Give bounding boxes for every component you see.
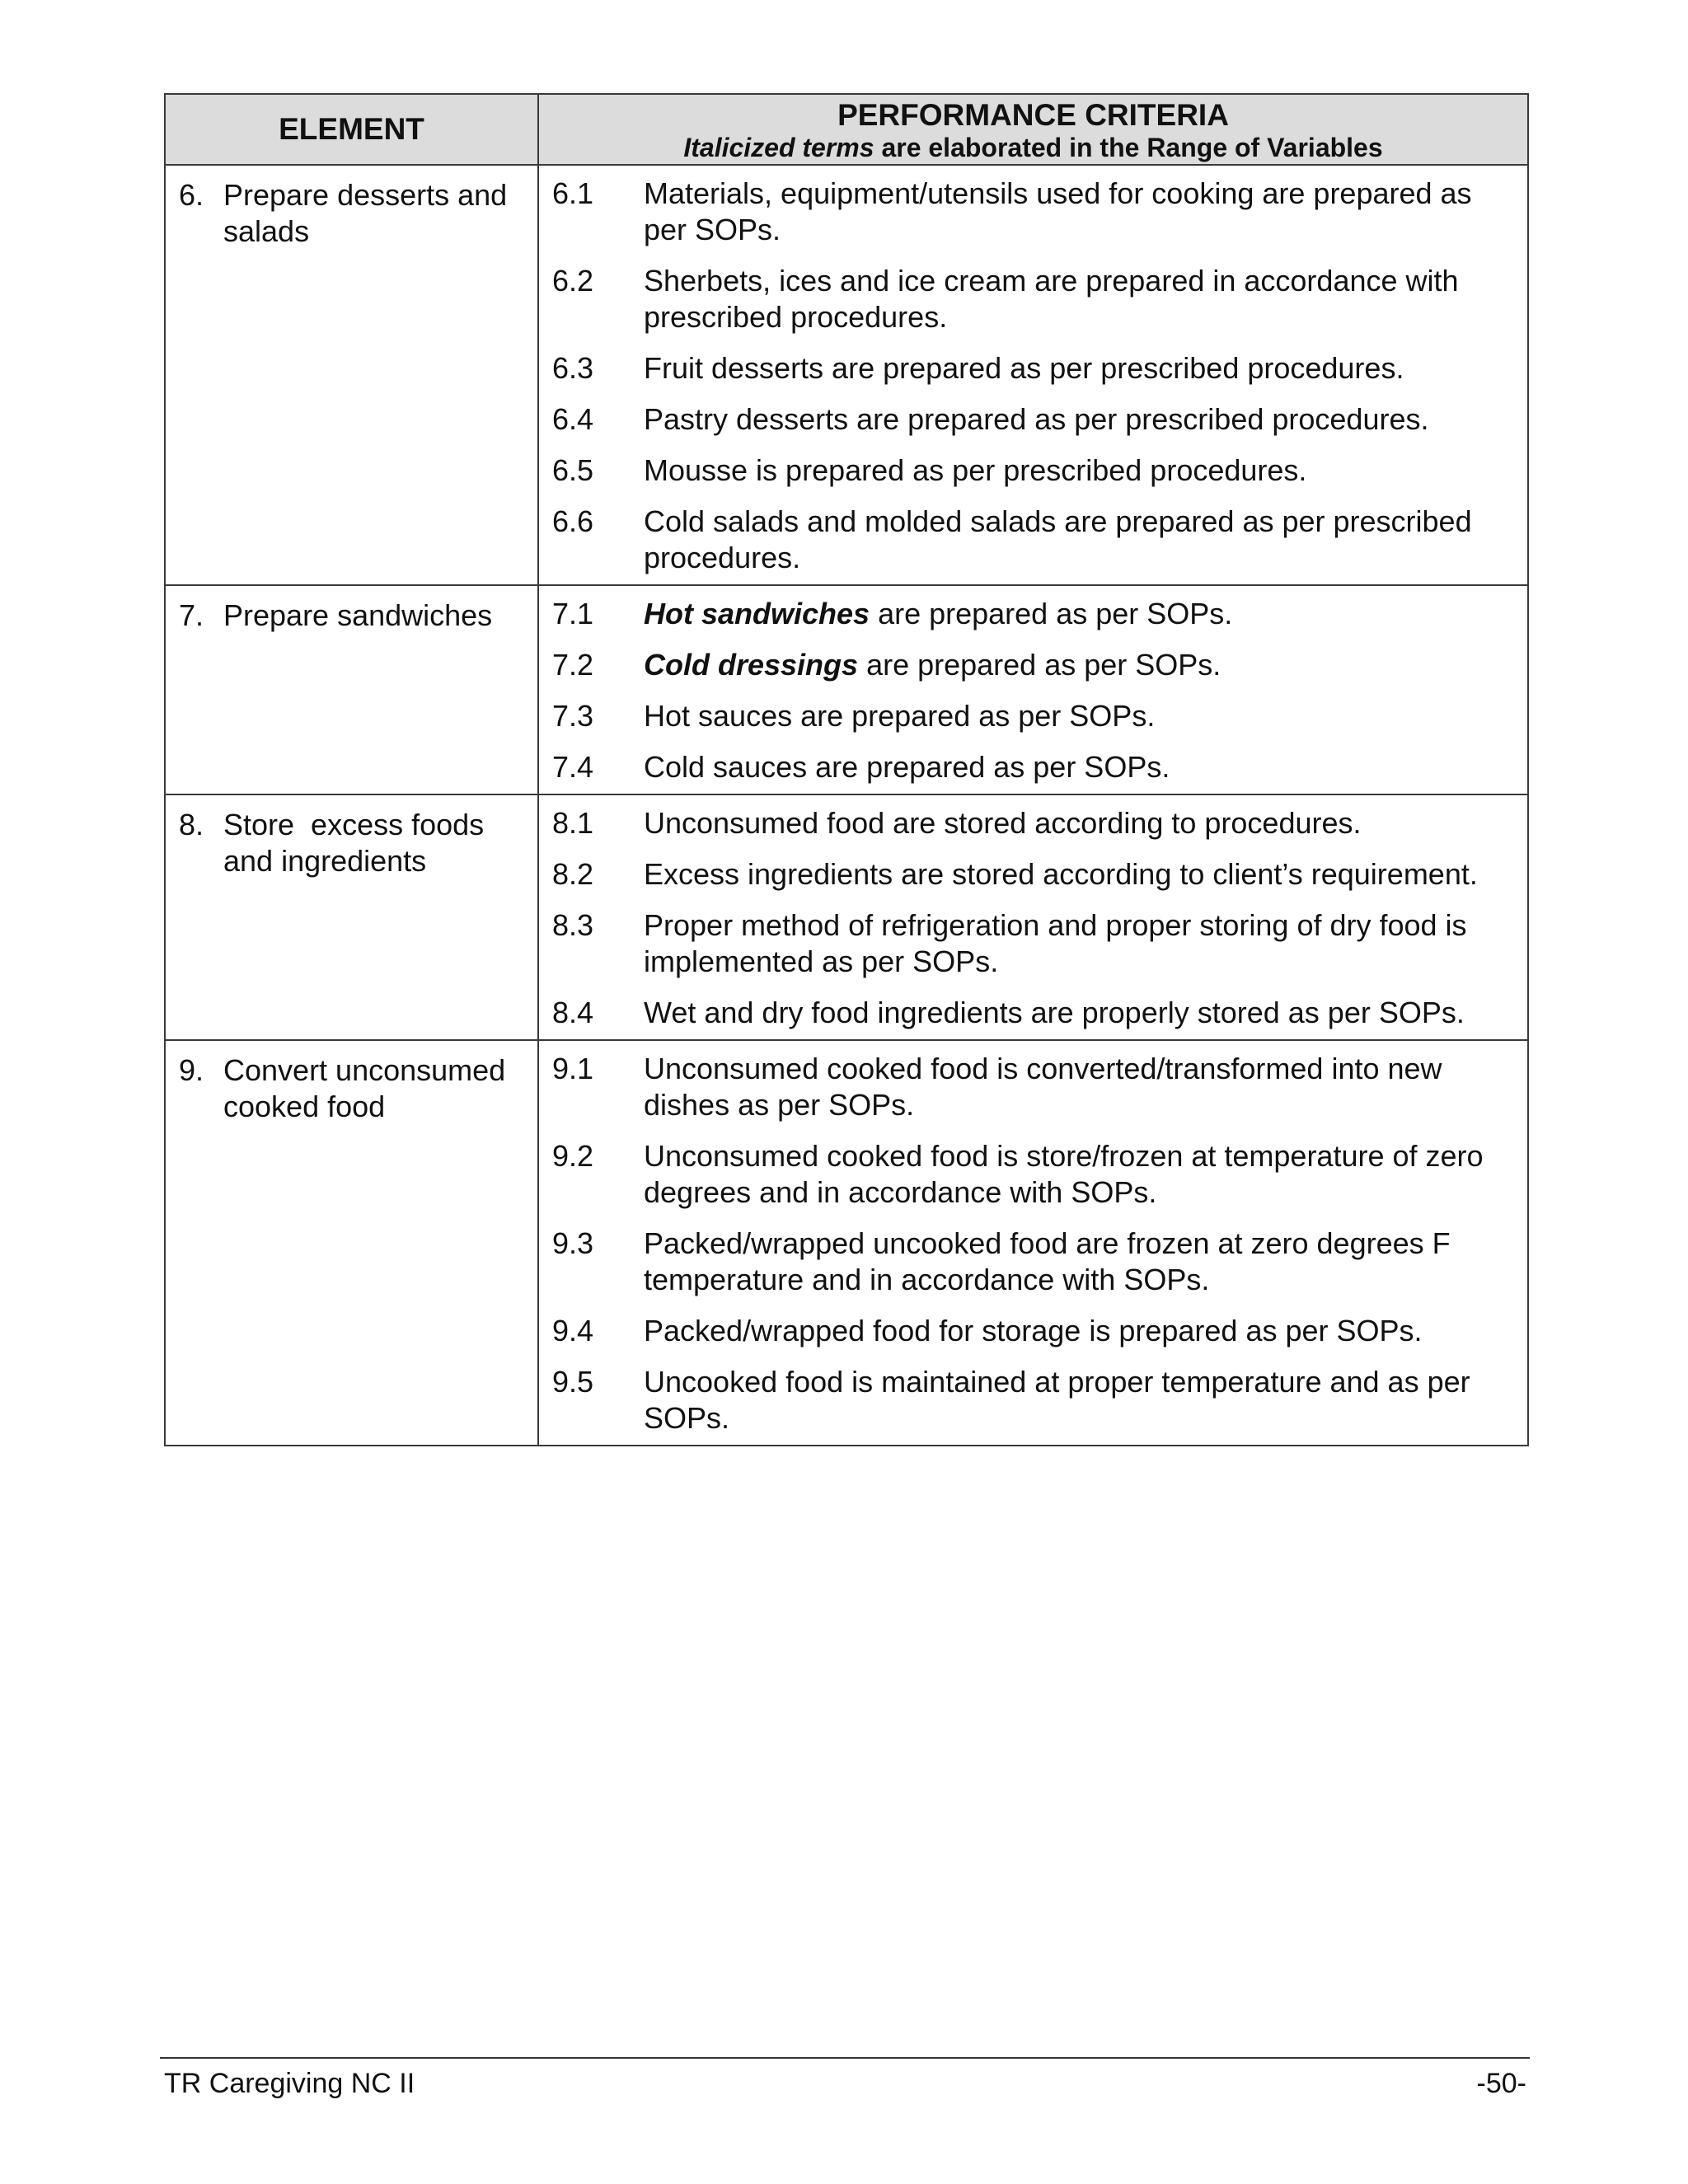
criterion-item xyxy=(552,749,1511,785)
criterion-term: Cold dressings xyxy=(644,648,859,682)
criteria-cell xyxy=(538,794,1528,1040)
table-row xyxy=(165,585,1528,794)
criteria-header-note xyxy=(539,133,1527,162)
criterion-body: Pastry desserts are prepared as per prescribed procedures. xyxy=(644,402,1429,436)
element-entry xyxy=(179,807,531,879)
criteria-cell xyxy=(538,585,1528,794)
competency-table xyxy=(164,93,1529,1446)
criterion-item xyxy=(552,995,1511,1031)
element-number: 6. xyxy=(179,178,204,212)
criterion-number: 7.3 xyxy=(552,699,594,733)
element-cell xyxy=(165,585,538,794)
element-entry xyxy=(179,598,531,634)
criterion-number: 9.4 xyxy=(552,1314,594,1347)
element-title: Prepare desserts and salads xyxy=(223,178,516,248)
criterion-text xyxy=(644,749,1511,785)
criterion-text xyxy=(644,1138,1511,1211)
criterion-item xyxy=(552,504,1511,576)
criteria-header-title: PERFORMANCE CRITERIA xyxy=(837,98,1229,132)
criterion-text xyxy=(644,1313,1511,1349)
element-cell xyxy=(165,165,538,585)
criterion-number: 6.4 xyxy=(552,402,594,436)
criterion-item xyxy=(552,1364,1511,1436)
criterion-body: Hot sauces are prepared as per SOPs. xyxy=(644,699,1156,733)
criterion-text xyxy=(644,856,1511,893)
criterion-item xyxy=(552,596,1511,632)
element-title: Prepare sandwiches xyxy=(223,598,493,632)
criterion-body: Unconsumed food are stored according to procedures. xyxy=(644,806,1362,840)
criterion-text xyxy=(644,452,1511,489)
element-entry xyxy=(179,1052,531,1125)
element-cell xyxy=(165,1040,538,1446)
criteria-cell xyxy=(538,1040,1528,1446)
element-cell xyxy=(165,794,538,1040)
criterion-number: 7.2 xyxy=(552,648,594,682)
criterion-item xyxy=(552,1138,1511,1211)
criterion-body: Materials, equipment/utensils used for cooking are prepared as per SOPs. xyxy=(644,176,1480,246)
criterion-body: Packed/wrapped uncooked food are frozen at zero degrees F temperature and in accordance with SOPs. xyxy=(644,1226,1459,1296)
table-header-row xyxy=(165,94,1528,165)
criterion-item xyxy=(552,907,1511,980)
criterion-text xyxy=(644,263,1511,335)
criterion-term: Hot sandwiches xyxy=(644,597,870,630)
criteria-note-term: Italicized terms xyxy=(683,133,874,162)
element-column-header xyxy=(165,94,538,165)
element-title: Convert unconsumed cooked food xyxy=(223,1053,514,1123)
criterion-text xyxy=(644,647,1511,683)
criterion-text xyxy=(644,504,1511,576)
criterion-item xyxy=(552,647,1511,683)
criterion-number: 9.3 xyxy=(552,1226,594,1260)
criterion-text xyxy=(644,995,1511,1031)
table-row xyxy=(165,165,1528,585)
table-row xyxy=(165,1040,1528,1446)
criterion-body: Unconsumed cooked food is store/frozen at temperature of zero degrees and in accordance with SOPs. xyxy=(644,1139,1492,1209)
criterion-body: Unconsumed cooked food is converted/transformed into new dishes as per SOPs. xyxy=(644,1052,1451,1122)
criterion-text xyxy=(644,907,1511,980)
criterion-number: 6.1 xyxy=(552,176,594,210)
criterion-item xyxy=(552,1313,1511,1349)
criterion-item xyxy=(552,805,1511,841)
criterion-body: Cold sauces are prepared as per SOPs. xyxy=(644,750,1170,784)
criterion-number: 7.1 xyxy=(552,597,594,630)
criterion-item xyxy=(552,263,1511,335)
criteria-column-header xyxy=(538,94,1528,165)
criterion-item xyxy=(552,1051,1511,1123)
criterion-body: Uncooked food is maintained at proper temperature and as per SOPs. xyxy=(644,1365,1479,1435)
criterion-number: 6.3 xyxy=(552,351,594,385)
criterion-body: are prepared as per SOPs. xyxy=(870,597,1233,630)
criterion-number: 8.4 xyxy=(552,996,594,1029)
criterion-body: Sherbets, ices and ice cream are prepared in accordance with prescribed procedures. xyxy=(644,264,1467,334)
criterion-body: Mousse is prepared as per prescribed procedures. xyxy=(644,453,1307,487)
criterion-number: 8.3 xyxy=(552,908,594,942)
criteria-note-rest: are elaborated in the Range of Variables xyxy=(874,133,1383,162)
element-number: 8. xyxy=(179,808,204,841)
criterion-number: 9.2 xyxy=(552,1139,594,1173)
element-title: Store excess foods and ingredients xyxy=(223,808,493,878)
criterion-text xyxy=(644,1051,1511,1123)
table-row xyxy=(165,794,1528,1040)
criterion-body: Cold salads and molded salads are prepared as per prescribed procedures. xyxy=(644,504,1480,574)
criterion-text xyxy=(644,1226,1511,1298)
criterion-body: Wet and dry food ingredients are properly stored as per SOPs. xyxy=(644,996,1465,1029)
criterion-number: 9.5 xyxy=(552,1365,594,1399)
criterion-text xyxy=(644,596,1511,632)
criterion-text xyxy=(644,1364,1511,1436)
criterion-item xyxy=(552,698,1511,734)
criterion-number: 7.4 xyxy=(552,750,594,784)
criterion-item xyxy=(552,401,1511,438)
criterion-item xyxy=(552,1226,1511,1298)
criteria-cell xyxy=(538,165,1528,585)
element-header-label: ELEMENT xyxy=(279,112,424,146)
criterion-number: 8.2 xyxy=(552,857,594,891)
criterion-number: 8.1 xyxy=(552,806,594,840)
criterion-body: Fruit desserts are prepared as per prescribed procedures. xyxy=(644,351,1404,385)
criterion-text xyxy=(644,401,1511,438)
footer-document-title: TR Caregiving NC II xyxy=(164,2068,415,2099)
footer-divider xyxy=(160,2057,1530,2059)
criterion-text xyxy=(644,350,1511,387)
criterion-number: 6.6 xyxy=(552,504,594,538)
criterion-body: Proper method of refrigeration and proper storing of dry food is implemented as per SOPs. xyxy=(644,908,1475,978)
criterion-text xyxy=(644,698,1511,734)
criterion-body: Excess ingredients are stored according to client’s requirement. xyxy=(644,857,1478,891)
criterion-number: 6.2 xyxy=(552,264,594,298)
element-entry xyxy=(179,177,531,250)
criterion-body: Packed/wrapped food for storage is prepared as per SOPs. xyxy=(644,1314,1423,1347)
criterion-item xyxy=(552,176,1511,248)
criterion-number: 6.5 xyxy=(552,453,594,487)
criterion-text xyxy=(644,805,1511,841)
criterion-item xyxy=(552,856,1511,893)
criterion-number: 9.1 xyxy=(552,1052,594,1085)
criterion-body: are prepared as per SOPs. xyxy=(858,648,1221,682)
element-number: 7. xyxy=(179,598,204,632)
table-body xyxy=(165,165,1528,1446)
criterion-item xyxy=(552,452,1511,489)
footer-page-number: -50- xyxy=(1476,2068,1526,2099)
element-number: 9. xyxy=(179,1053,204,1087)
criterion-item xyxy=(552,350,1511,387)
criterion-text xyxy=(644,176,1511,248)
